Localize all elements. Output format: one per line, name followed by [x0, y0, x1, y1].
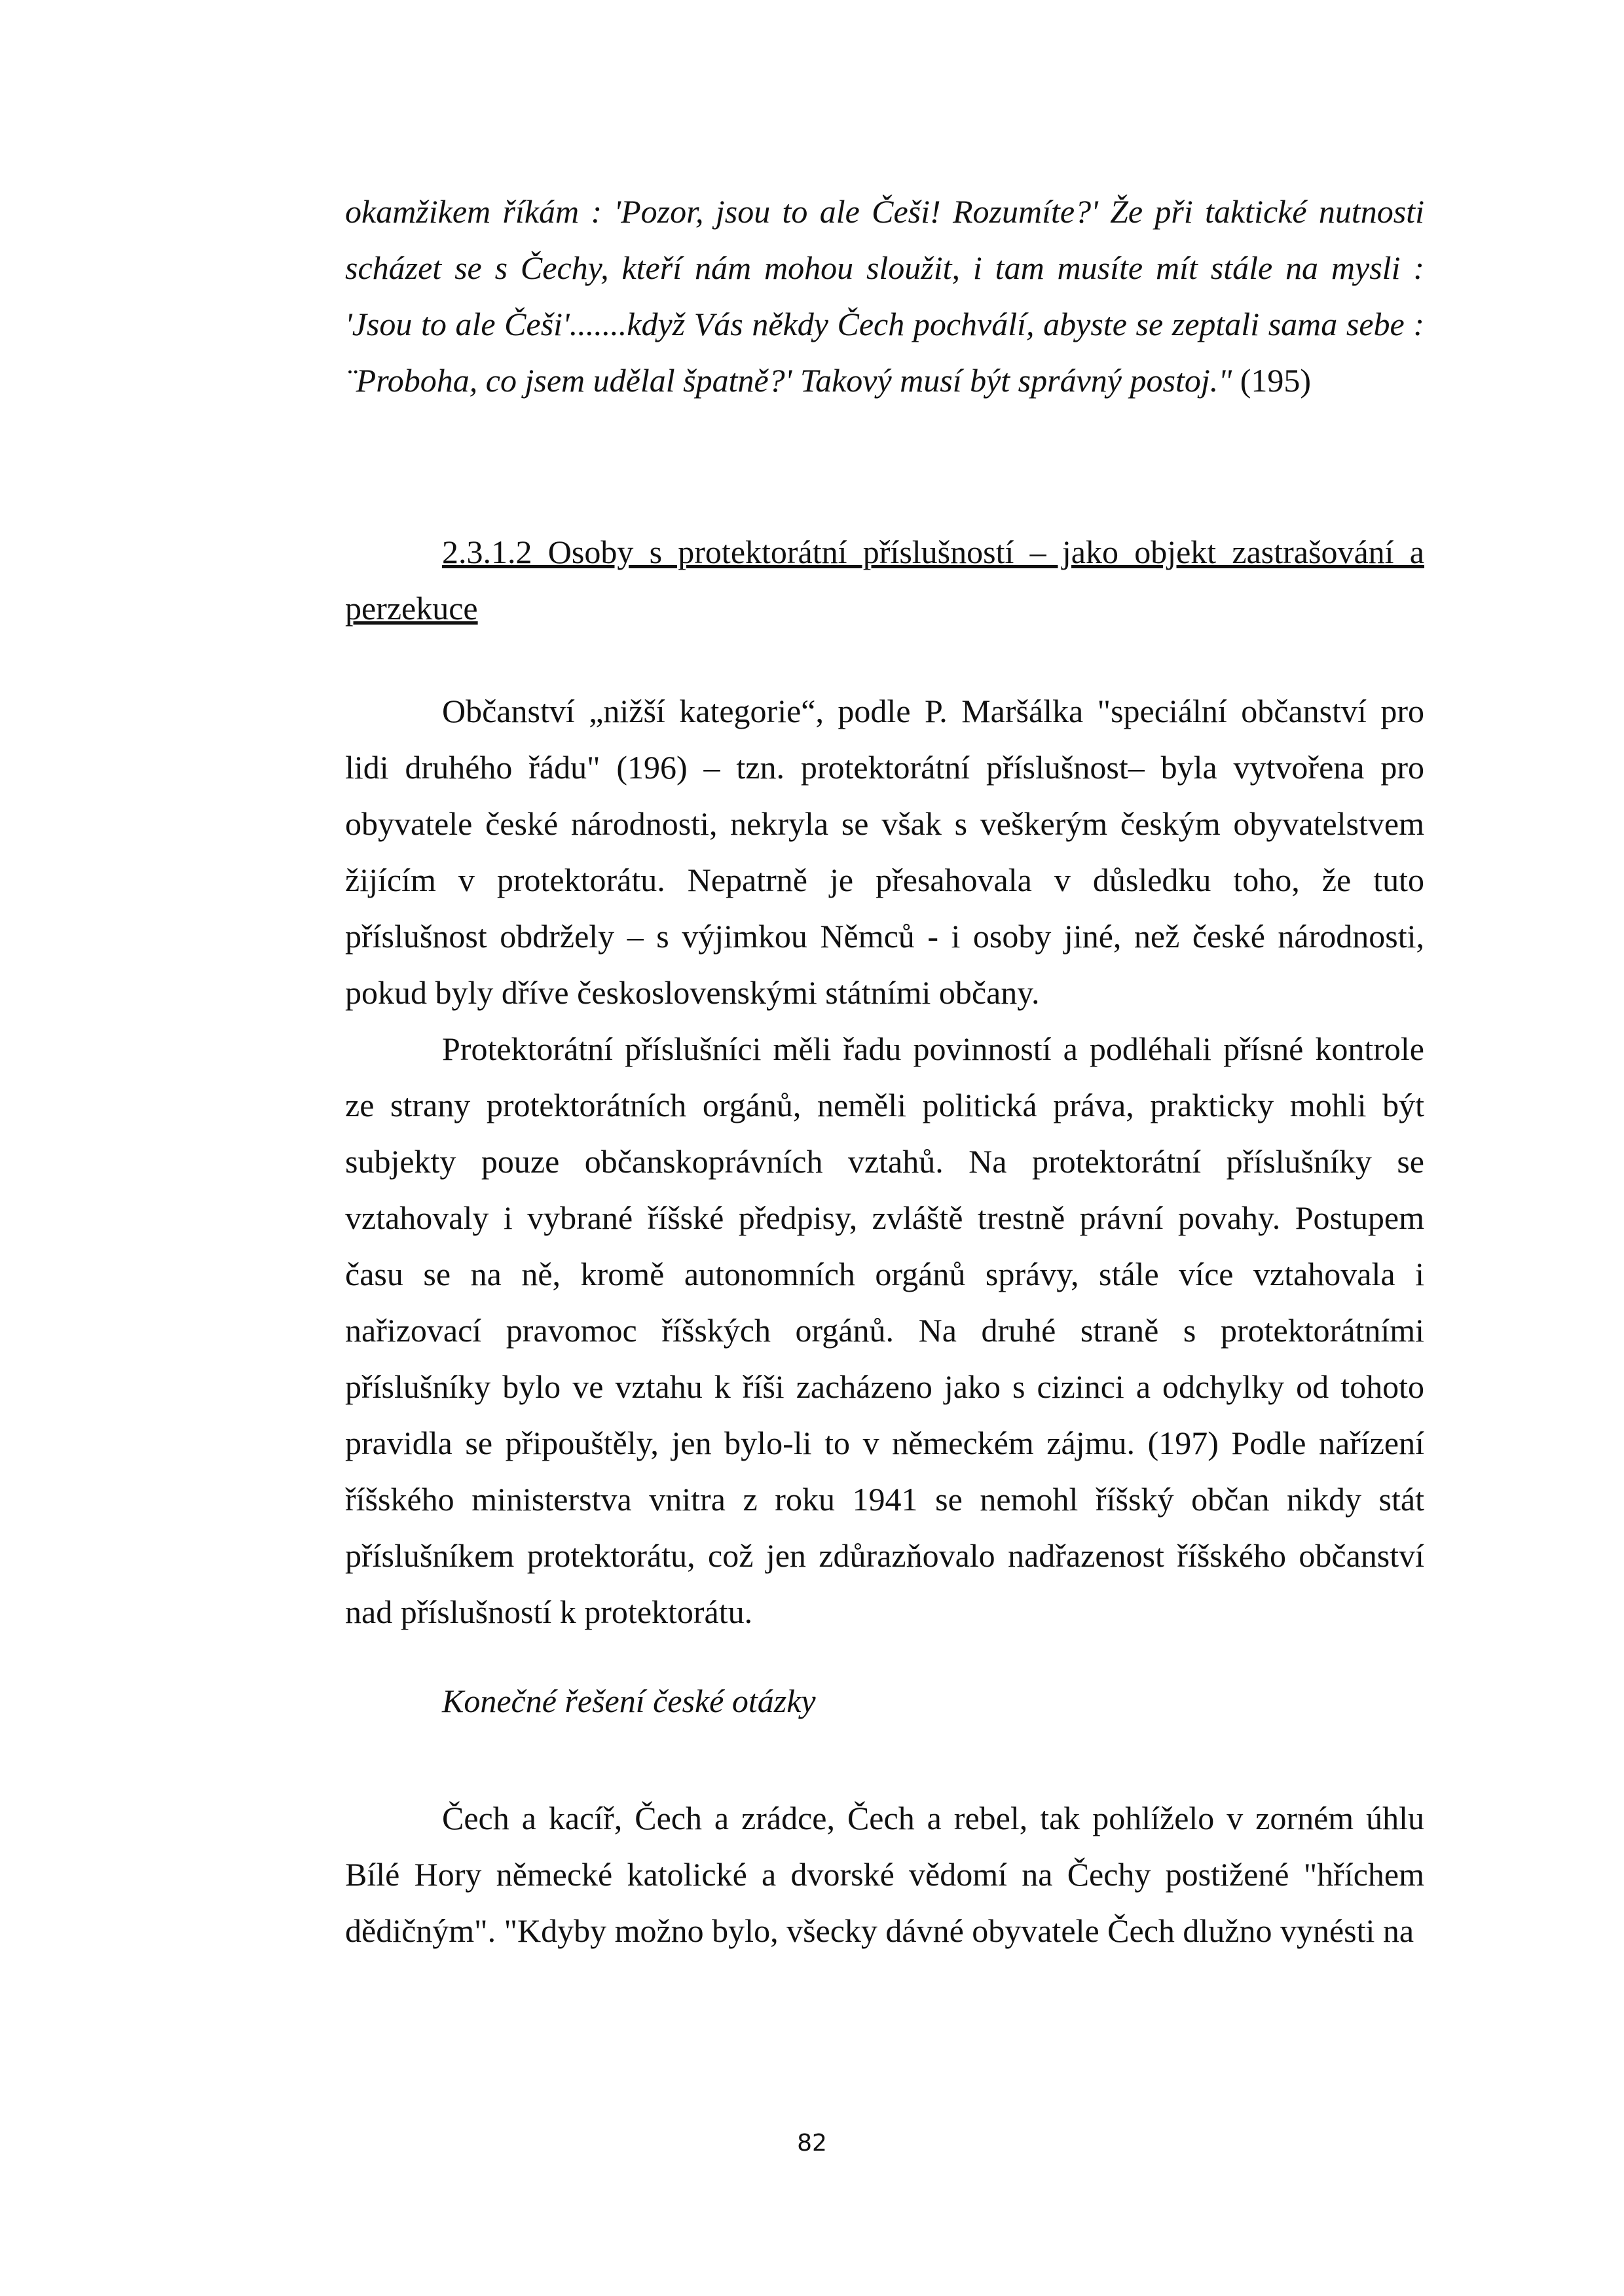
subsection-heading: Konečné řešení české otázky [442, 1683, 816, 1719]
page-number: 82 [797, 2130, 827, 2157]
quote-citation: (195) [1240, 362, 1312, 399]
section-heading: 2.3.1.2 Osoby s protektorátní příslušností – jako objekt zastrašování a perzekuce [345, 534, 1424, 627]
quote-text: okamžikem říkám : 'Pozor, jsou to ale Češi! Rozumíte?' Že při taktické nutnosti scházet se s Čechy, kteří nám mohou sloužit, i tam musíte mít stále na mysli : 'Jsou to ale Češi'.......když Vás někdy Čech pochválí, abyste se zeptali sama sebe : ¨Proboha, co jsem udělal špatně?' Takový musí být správný postoj." [345, 193, 1424, 399]
paragraph-2: Protektorátní příslušníci měli řadu povinností a podléhali přísné kontrole ze strany protektorátních orgánů, neměli politická práva, prakticky mohli být subjekty pouze občanskoprávních vztahů. Na protektorátní příslušníky se vztahovaly i vybrané říšské předpisy, zvláště trestně právní povahy. Postupem času se na ně, kromě autonomních orgánů správy, stále více vztahovala i nařizovací pravomoc říšských orgánů. Na druhé straně s protektorátními příslušníky bylo ve vztahu k říši zacházeno jako s cizinci a odchylky od tohoto pravidla se připouštěly, jen bylo-li to v německém zájmu. (197) Podle nařízení říšského ministerstva vnitra z roku 1941 se nemohl říšský občan nikdy stát příslušníkem protektorátu, což jen zdůrazňovalo nadřazenost říšského občanství nad příslušností k protektorátu. [345, 1030, 1424, 1630]
quote-block [345, 183, 1424, 409]
paragraph-3: Čech a kacíř, Čech a zrádce, Čech a rebel, tak pohlíželo v zorném úhlu Bílé Hory německé katolické a dvorské vědomí na Čechy postižené "hříchem dědičným". "Kdyby možno bylo, všecky dávné obyvatele Čech dlužno vynésti na [345, 1800, 1424, 1949]
paragraph-1: Občanství „nižší kategorie“, podle P. Maršálka "speciální občanství pro lidi druhého řádu" (196) – tzn. protektorátní příslušnost– byla vytvořena pro obyvatele české národnosti, nekryla se však s veškerým českým obyvatelstvem žijícím v protektorátu. Nepatrně je přesahovala v důsledku toho, že tuto příslušnost obdržely – s výjimkou Němců - i osoby jiné, než české národnosti, pokud byly dříve československými státními občany. [345, 693, 1424, 1011]
